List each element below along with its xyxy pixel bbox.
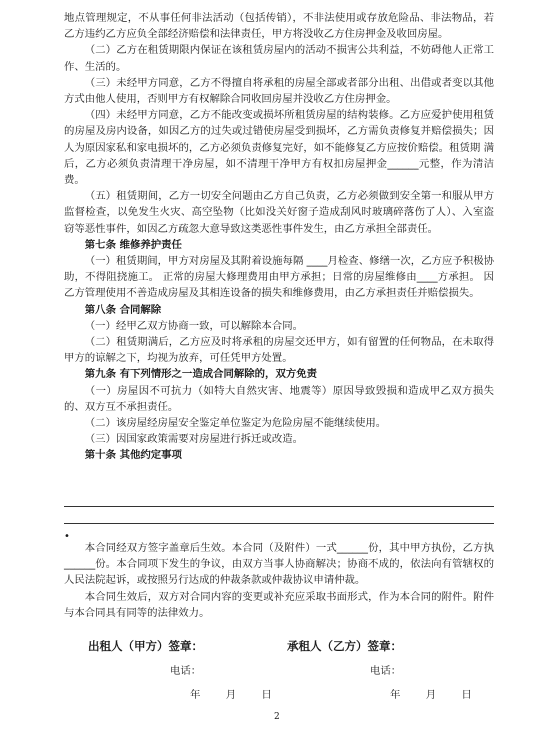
clause-paragraph: （四）未经甲方同意，乙方不能改变或损坏所租赁房屋的结构装修。乙方应爱护使用租赁的房屋及房内设备，如因乙方的过失或过错使房屋受到损坏，乙方需负责修复并赔偿损失；因人为原因家私和家电损坏的，乙方必须负责修复完好，如不能修复乙方应按价赔偿。租赁期 满后，乙方必须负责清理干净房屋，如不清理干净甲方有权扣房屋押金______元整，作为清洁费。 [64,109,494,187]
bullet-mark: • [64,531,70,542]
page-number: 2 [274,712,280,722]
clause-paragraph: （三）未经甲方同意，乙方不得擅自将承租的房屋全部或者部分出租、出借或者变以其他方式由他人使用，否则甲方有权解除合同收回房屋并没收乙方住房押金。 [64,76,494,106]
closing-paragraph: 本合同生效后，双方对合同内容的变更或补充应采取书面形式，作为本合同的附件。附件与本合同具有同等的法律效力。 [64,590,494,619]
lessor-phone-label: 电话： [170,665,202,677]
clause-paragraph: （二）该房屋经房屋安全鉴定单位鉴定为危险房屋不能继续使用。 [84,417,387,430]
clause-paragraph: （一）租赁期间，甲方对房屋及其附着设施每隔 ____月检查、修缮一次，乙方应予积极协助，不得阻挠施工。 正常的房屋大修理费用由甲方承担；日常的房屋维修由____方承担。 因乙方管理使用不善造成房屋及其相连设备的损失和维修费用，由乙方承担责任并赔偿损失。 [64,255,494,300]
blank-line [64,506,494,507]
blank-line [64,523,494,524]
clause-paragraph: （二）乙方在租赁期限内保证在该租赁房屋内的活动不损害公共利益，不妨碍他人正常工作、生活的。 [64,44,494,73]
lessor-signature-label: 出租人（甲方）签章： [88,639,203,653]
lessee-date-label: 年 月 日 [390,689,472,701]
clause-paragraph: 地点管理规定，不从事任何非法活动（包括传销），不非法使用或存放危险品、非法物品，若乙方违约乙方应负全部经济赔偿和法律责任，甲方将没收乙方住房押金及收回房屋。 [64,12,494,41]
lessee-phone-label: 电话： [370,665,402,677]
clause-paragraph: （三）因国家政策需要对房屋进行拆迁或改造。 [84,433,303,446]
closing-clauses [64,540,494,621]
section-heading: 第十条 其他约定事项 [84,449,182,462]
closing-paragraph: 本合同经双方签字盖章后生效。本合同（及附件）一式______份，其中甲方执份，乙方执______份。本合同项下发生的争议，由双方当事人协商解决；协商不成的，依法向有管辖权的人民法院起诉，或按照另行达成的仲裁条款或仲裁协议申请仲裁。 [64,542,494,587]
clause-paragraph: （二）租赁期满后，乙方应及时将承租的房屋交还甲方，如有留置的任何物品，在未取得甲方的谅解之下，均视为放弃，可任凭甲方处置。 [64,336,494,365]
clause-paragraph: （五）租赁期间，乙方一切安全问题由乙方自己负责，乙方必须做到安全第一和服从甲方监督检查，以免发生火灾、高空坠物（比如没关好窗子造成刮风时玻璃碎落伤了人）、入室盗窃等恶性事件，如因乙方疏忽大意导致这类恶性事件发生，由乙方承担全部责任。 [64,190,494,235]
lessor-date-label: 年 月 日 [190,689,272,701]
section-heading: 第九条 有下列情形之一造成合同解除的，双方免责 [84,368,318,381]
section-heading: 第七条 维修养护责任 [84,238,182,251]
contract-body [64,10,494,464]
section-heading: 第八条 合同解除 [84,303,162,316]
clause-paragraph: （一）经甲乙双方协商一致，可以解除本合同。 [84,319,303,332]
lessee-signature-label: 承租人（乙方）签章： [287,639,402,653]
clause-paragraph: （一）房屋因不可抗力（如特大自然灾害、地震等）原因导致毁损和造成甲乙双方损失的、双方互不承担责任。 [64,384,494,413]
